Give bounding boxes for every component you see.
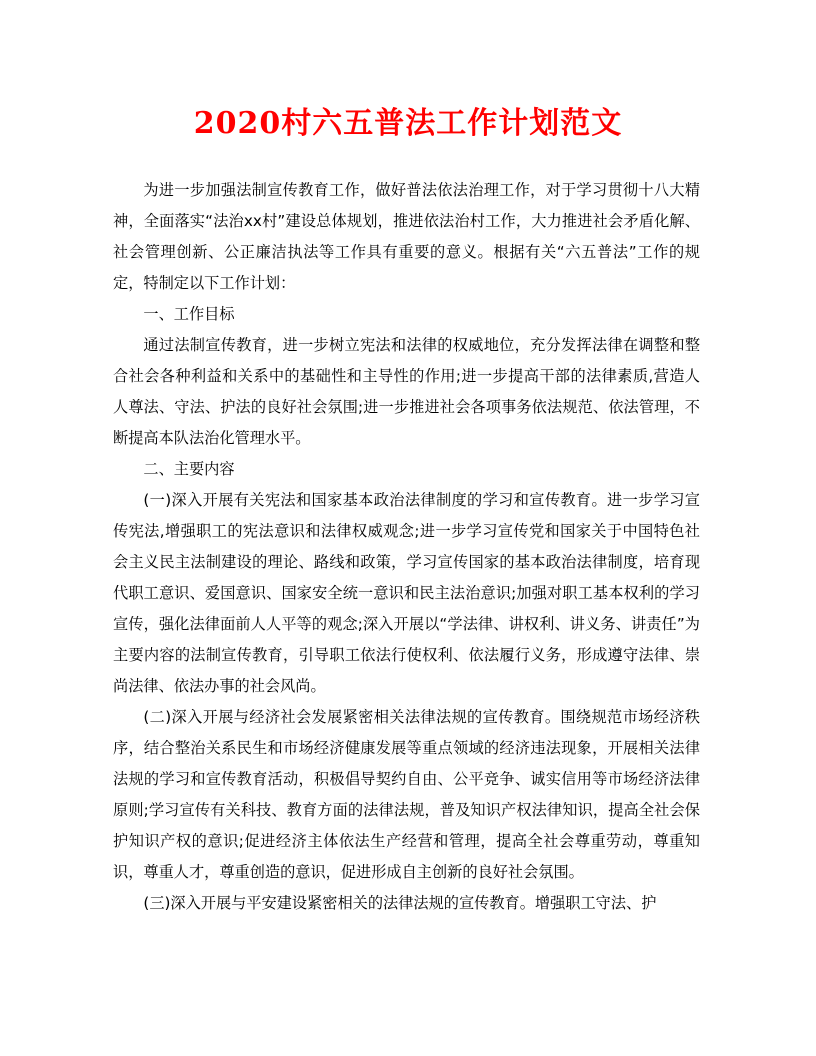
document-title: 2020村六五普法工作计划范文 (193, 106, 623, 141)
content-paragraph-3: (三)深入开展与平安建设紧密相关的法律法规的宣传教育。增强职工守法、护 (143, 894, 657, 912)
section-heading-goals: 一、工作目标 (143, 305, 235, 323)
intro-paragraph: 为进一步加强法制宣传教育工作，做好普法依法治理工作，对于学习贯彻十八大精神，全面落实“法治xx村”建设总体规划，推进依法治村工作，大力推进社会矛盾化解、社会管理创新、公正廉洁执法等工作具有重要的意义。根据有关“六五普法”工作的规定，特制定以下工作计划： (113, 181, 700, 292)
document-body (113, 175, 700, 919)
goals-paragraph: 通过法制宣传教育，进一步树立宪法和法律的权威地位，充分发挥法律在调整和整合社会各种利益和关系中的基础性和主导性的作用;进一步提高干部的法律素质,营造人人尊法、守法、护法的良好社会氛围;进一步推进社会各项事务依法规范、依法管理，不断提高本队法治化管理水平。 (113, 336, 700, 447)
content-paragraph-1: (一)深入开展有关宪法和国家基本政治法律制度的学习和宣传教育。进一步学习宣传宪法,增强职工的宪法意识和法律权威观念;进一步学习宣传党和国家关于中国特色社会主义民主法制建设的理论、路线和政策，学习宣传国家的基本政治法律制度，培育现代职工意识、爱国意识、国家安全统一意识和民主法治意识;加强对职工基本权利的学习宣传，强化法律面前人人平等的观念;深入开展以“学法律、讲权利、讲义务、讲责任”为主要内容的法制宣传教育，引导职工依法行使权利、依法履行义务，形成遵守法律、崇尚法律、依法办事的社会风尚。 (113, 491, 700, 695)
content-paragraph-2: (二)深入开展与经济社会发展紧密相关法律法规的宣传教育。围绕规范市场经济秩序，结合整治关系民生和市场经济健康发展等重点领域的经济违法现象，开展相关法律法规的学习和宣传教育活动，积极倡导契约自由、公平竞争、诚实信用等市场经济法律原则;学习宣传有关科技、教育方面的法律法规，普及知识产权法律知识，提高全社会保护知识产权的意识;促进经济主体依法生产经营和管理，提高全社会尊重劳动，尊重知识，尊重人才，尊重创造的意识，促进形成自主创新的良好社会氛围。 (113, 708, 700, 881)
section-heading-content: 二、主要内容 (143, 460, 235, 478)
